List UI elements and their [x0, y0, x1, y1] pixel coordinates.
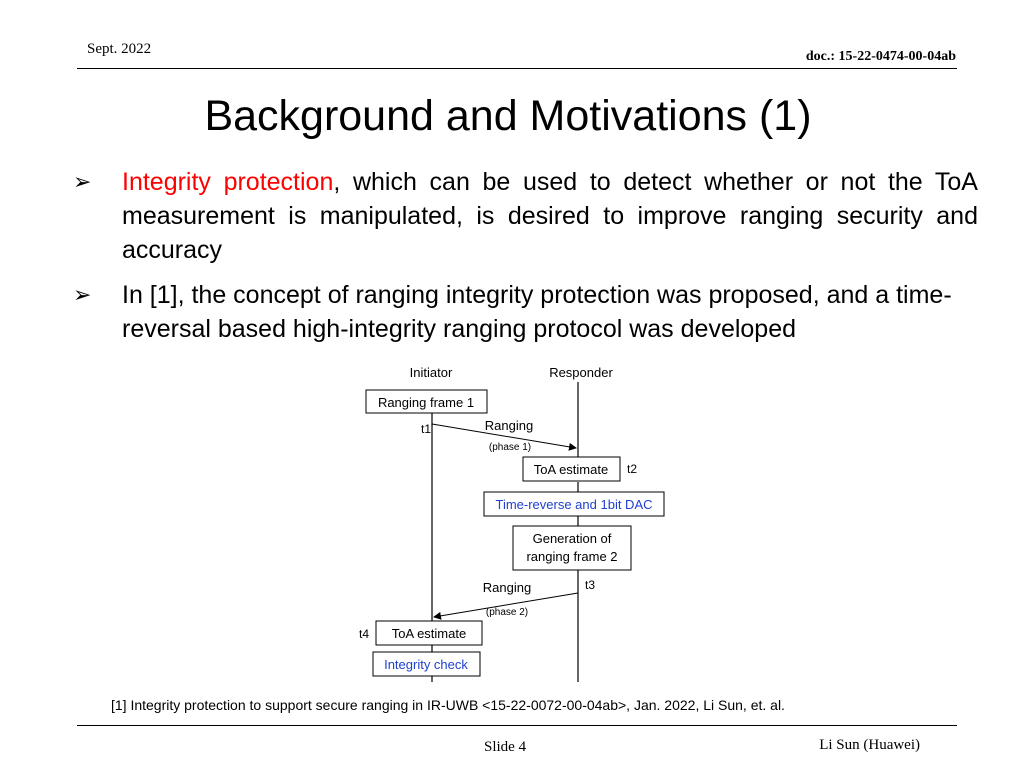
- header-doc-number: doc.: 15-22-0474-00-04ab: [805, 49, 956, 64]
- footer-rule: [77, 725, 957, 726]
- integrity-check-text: Integrity check: [384, 657, 468, 672]
- phase-2-label: (phase 2): [485, 607, 529, 618]
- bullet-item: [73, 278, 978, 346]
- bullet-item: [73, 165, 978, 267]
- generation-text-1: Generation of: [532, 531, 612, 546]
- arrow-bullet-icon: ➢: [73, 282, 92, 307]
- slide-title: [0, 92, 1024, 141]
- t3-label: t3: [585, 578, 596, 592]
- bullet-text: In [1], the concept of ranging integrity protection was proposed, and a time-reversal based high-integrity ranging protocol was developed: [122, 281, 952, 343]
- bullet-text: , which can be used to detect whether or not the ToA measurement is manipulated, is desired to improve ranging security and accuracy: [122, 168, 978, 264]
- toa-estimate-initiator-text: ToA estimate: [391, 626, 467, 641]
- t1-label: t1: [421, 422, 432, 436]
- bullet-highlight: Integrity protection: [122, 168, 334, 196]
- t4-label: t4: [359, 627, 370, 641]
- toa-estimate-responder-text: ToA estimate: [533, 462, 609, 477]
- slide-title-text: Background and Motivations (1): [204, 92, 812, 140]
- header-rule: [77, 68, 957, 69]
- t2-label: t2: [627, 462, 638, 476]
- footnote: [1] Integrity protection to support secure ranging in IR-UWB <15-22-0072-00-04ab>, Jan. 2022, Li Sun, et. al.: [111, 697, 785, 713]
- ranging-phase-2-label: Ranging: [482, 580, 532, 595]
- initiator-label: Initiator: [409, 365, 453, 380]
- header-date: Sept. 2022: [87, 41, 152, 57]
- bullet-list: [73, 165, 978, 357]
- ranging-phase-1-label: Ranging: [484, 418, 534, 433]
- footer-author: Li Sun (Huawei): [819, 737, 920, 753]
- slide-number: Slide 4: [484, 739, 527, 755]
- responder-label: Responder: [549, 365, 613, 380]
- phase-1-label: (phase 1): [488, 442, 532, 453]
- arrow-bullet-icon: ➢: [73, 169, 92, 194]
- ranging-frame-1-text: Ranging frame 1: [377, 395, 475, 410]
- generation-text-2: ranging frame 2: [526, 549, 618, 564]
- time-reverse-text: Time-reverse and 1bit DAC: [495, 497, 653, 512]
- ranging-protocol-diagram: [355, 360, 675, 685]
